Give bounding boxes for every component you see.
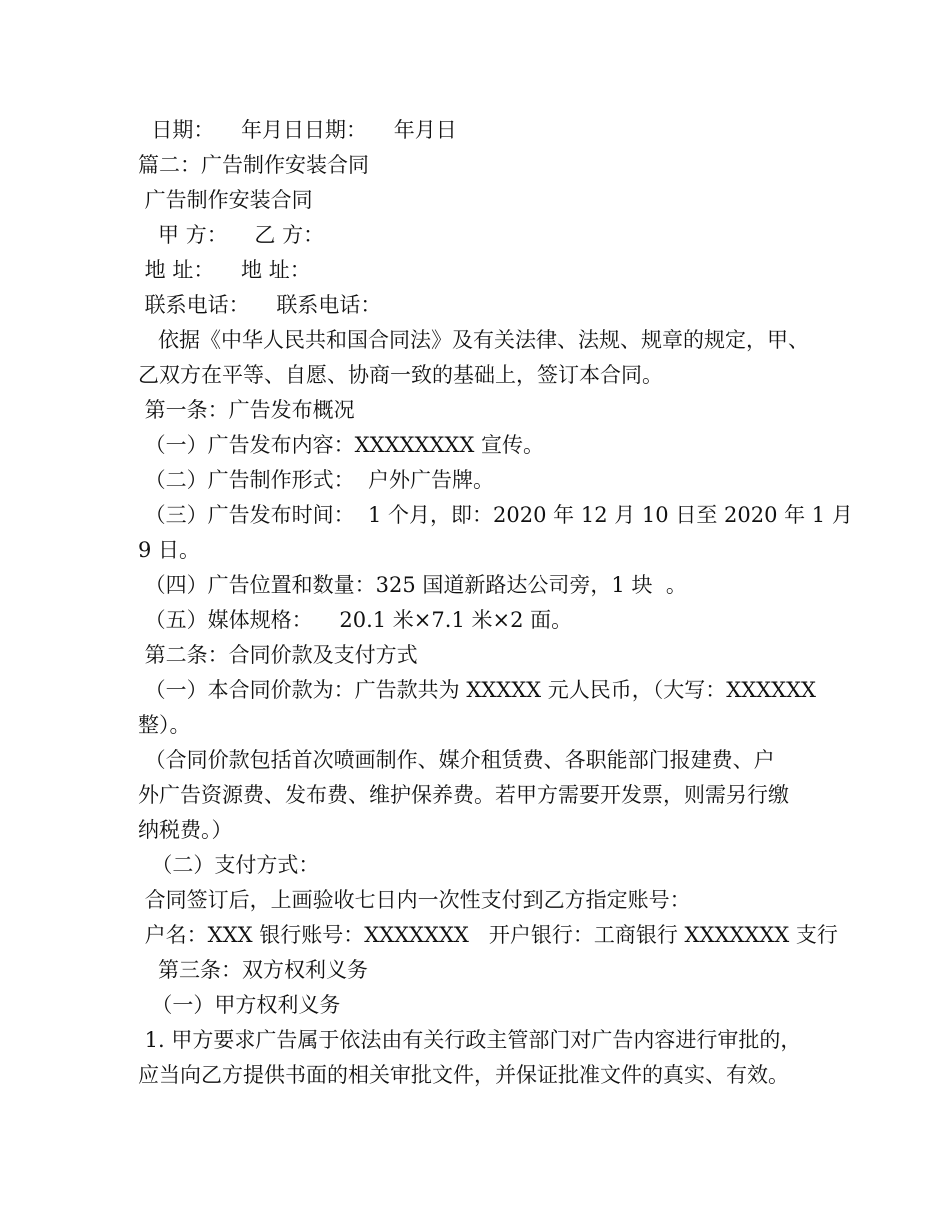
section-heading: 篇二：广告制作安装合同 (138, 153, 369, 177)
clause-line: （二）广告制作形式： 户外广告牌。 (138, 468, 495, 492)
contract-title: 广告制作安装合同 (138, 188, 313, 212)
clause-line: （四）广告位置和数量：325 国道新路达公司旁，1 块 。 (138, 573, 687, 597)
paragraph-line: （合同价款包括首次喷画制作、媒介租赁费、各职能部门报建费、户 (138, 748, 775, 772)
party-line: 甲 方： 乙 方： (138, 223, 325, 247)
clause-line: （五）媒体规格： 20.1 米×7.1 米×2 面。 (138, 608, 573, 632)
paragraph-line: 依据《中华人民共和国合同法》及有关法律、法规、规章的规定，甲、 (138, 328, 810, 352)
paragraph-line: 应当向乙方提供书面的相关审批文件，并保证批准文件的真实、有效。 (138, 1063, 789, 1087)
clause-line: （二）支付方式： (138, 853, 320, 877)
clause-line: （一）甲方权利义务 (138, 993, 341, 1017)
clause-line: （三）广告发布时间： 1 个月，即：2020 年 12 月 10 日至 2020 年 1 月 (138, 503, 853, 527)
paragraph-line: 合同签订后，上画验收七日内一次性支付到乙方指定账号： (138, 888, 691, 912)
paragraph-line: 纳税费。） (138, 818, 233, 842)
paragraph-line: 1. 甲方要求广告属于依法由有关行政主管部门对广告内容进行审批的， (138, 1028, 802, 1052)
clause-line: 整）。 (138, 713, 191, 737)
phone-line: 联系电话： 联系电话： (138, 293, 382, 317)
account-line: 户名：XXX 银行账号：XXXXXXX 开户银行：工商银行 XXXXXXX 支行 (138, 923, 838, 947)
article-heading: 第一条：广告发布概况 (138, 398, 355, 422)
article-heading: 第二条：合同价款及支付方式 (138, 643, 418, 667)
contract-body (138, 113, 853, 1093)
clause-line: 9 日。 (138, 538, 201, 562)
date-line: 日期： 年月日日期： 年月日 (138, 118, 457, 142)
clause-line: （一）广告发布内容：XXXXXXXX 宣传。 (138, 433, 544, 457)
address-line: 地 址： 地 址： (138, 258, 311, 282)
paragraph-line: 外广告资源费、发布费、维护保养费。若甲方需要开发票，则需另行缴 (138, 783, 789, 807)
paragraph-line: 乙双方在平等、自愿、协商一致的基础上，签订本合同。 (138, 363, 663, 387)
article-heading: 第三条：双方权利义务 (138, 958, 369, 982)
clause-line: （一）本合同价款为：广告款共为 XXXXX 元人民币，（大写：XXXXXX (138, 678, 816, 702)
